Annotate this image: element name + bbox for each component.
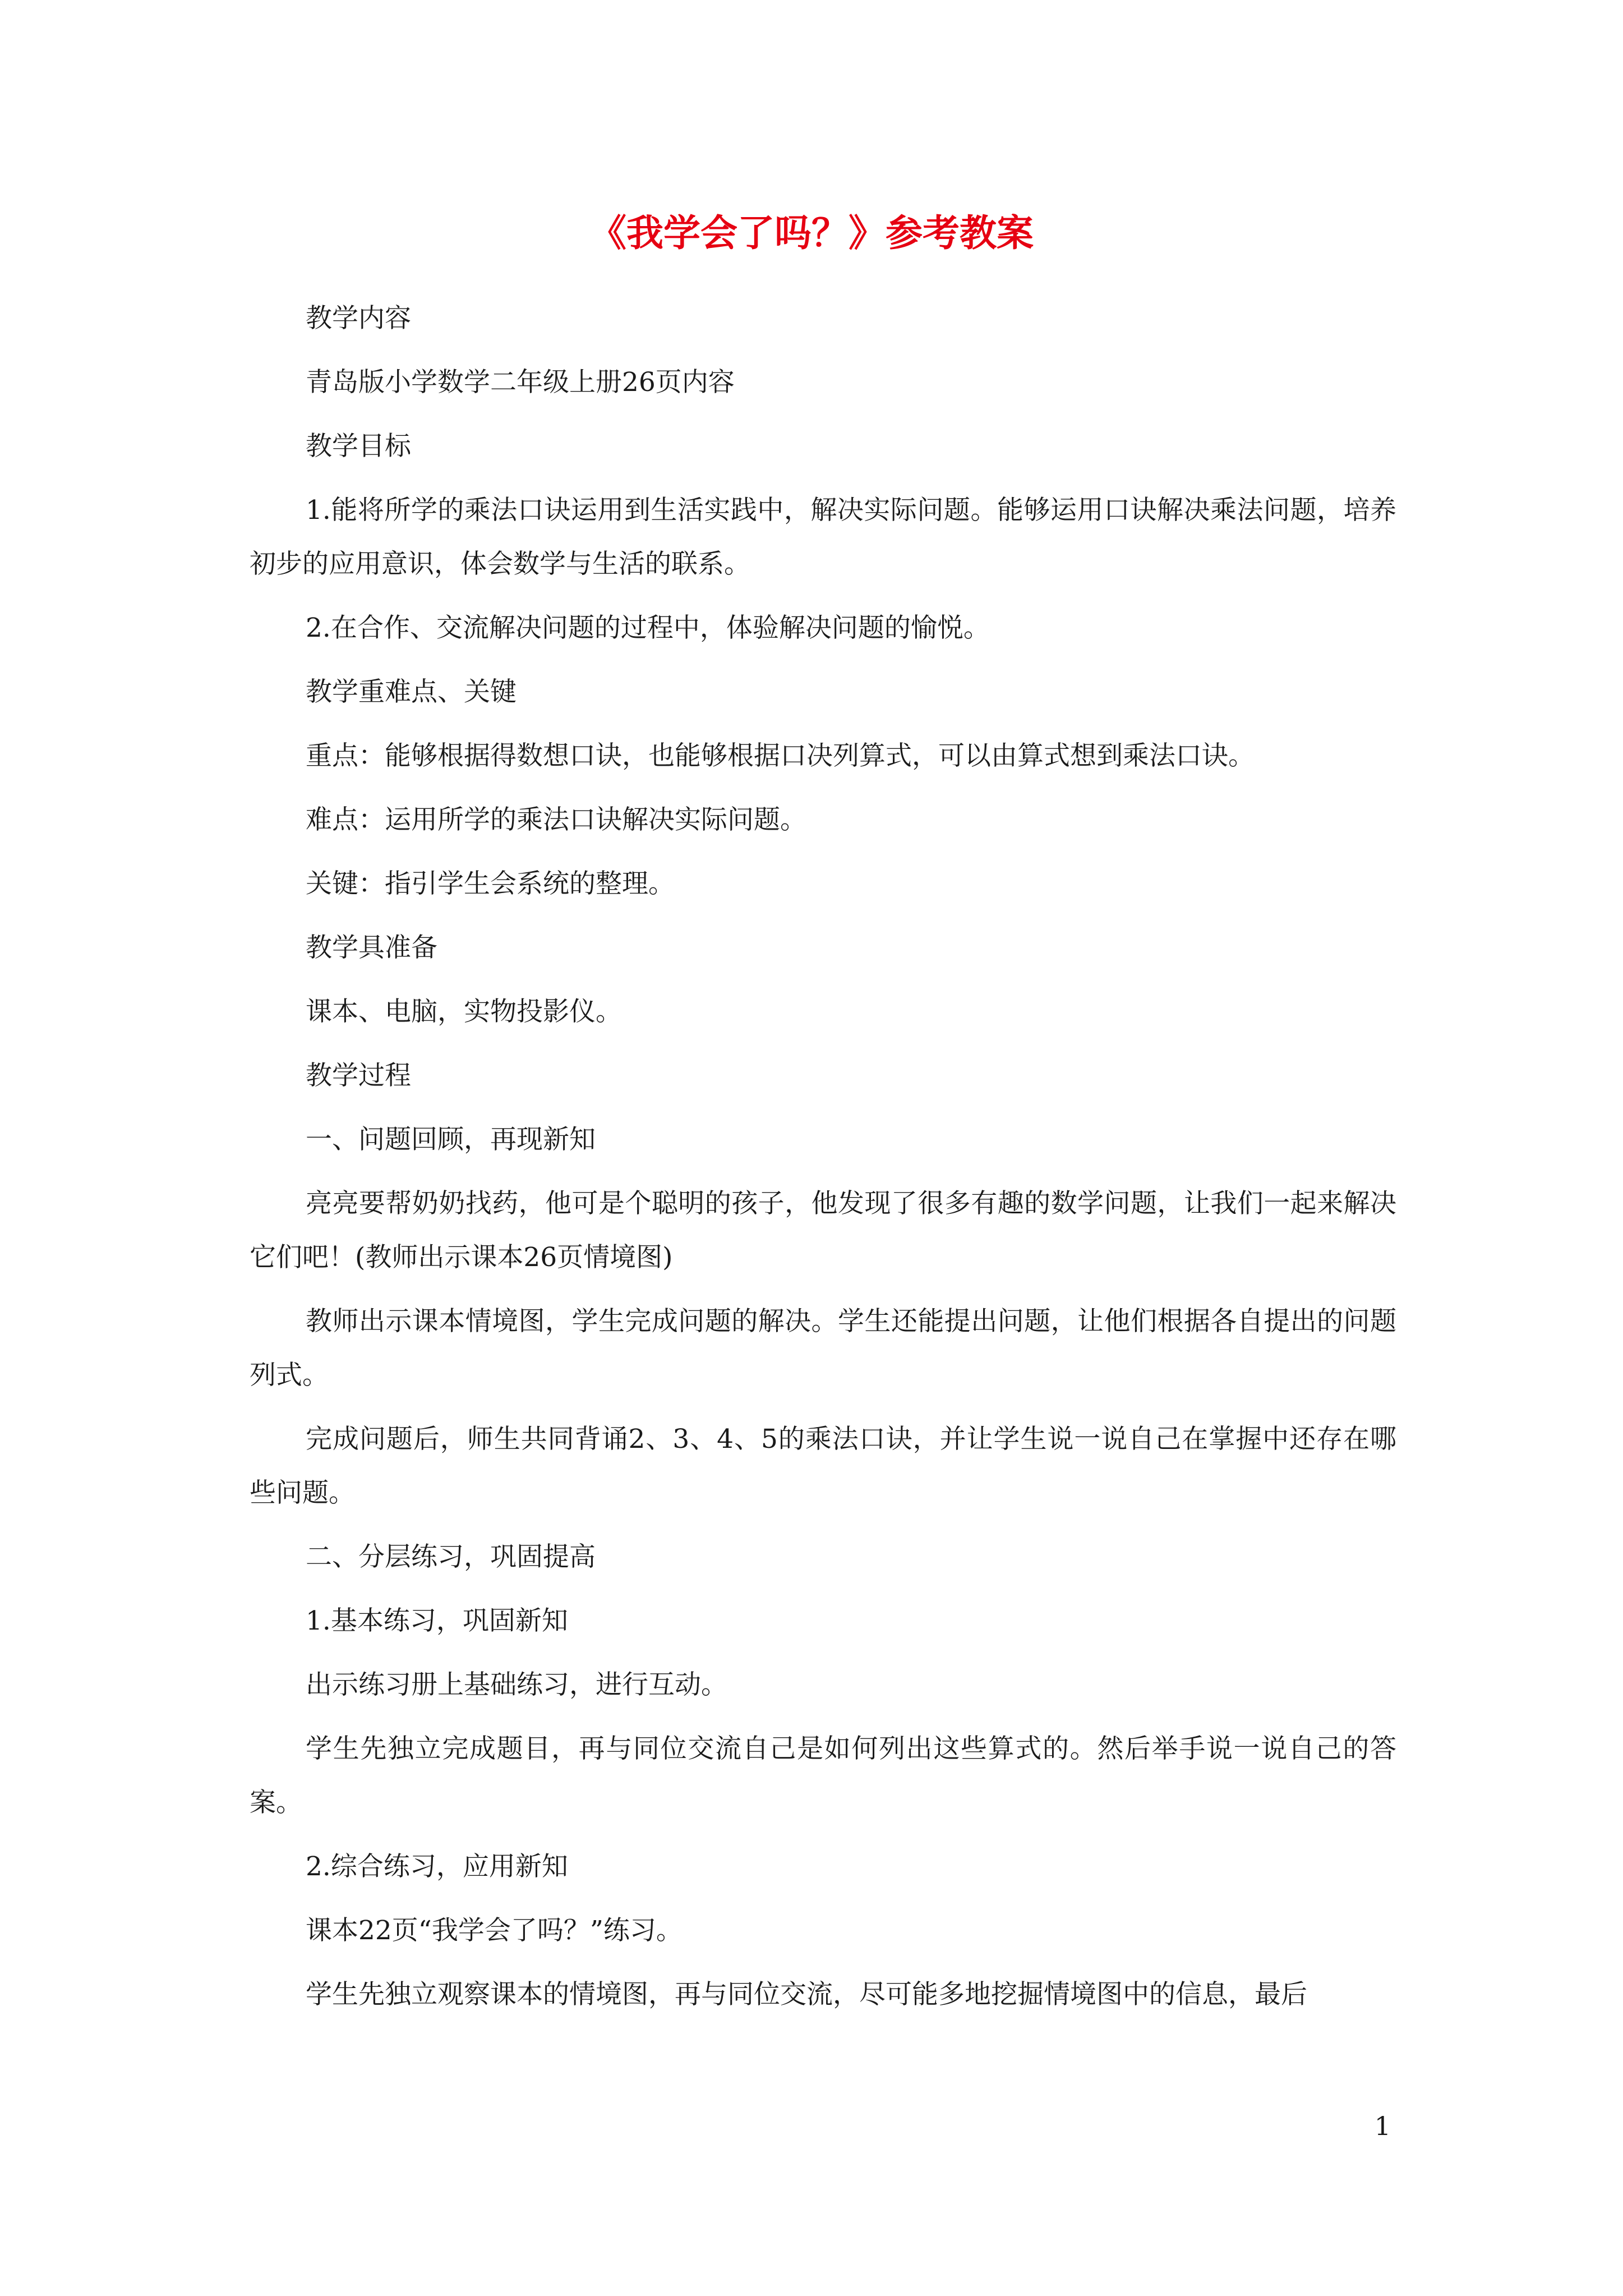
paragraph: 二、分层练习，巩固提高 [306,1542,596,1572]
paragraph: 亮亮要帮奶奶找药，他可是个聪明的孩子，他发现了很多有趣的数学问题，让我们一起来解决它们吧！(教师出示课本26页情境图) [250,1188,1396,1273]
paragraph: 教学过程 [306,1060,411,1091]
paragraph: 重点：能够根据得数想口诀，也能够根据口决列算式，可以由算式想到乘法口诀。 [306,740,1255,771]
paragraph: 学生先独立完成题目，再与同位交流自己是如何列出这些算式的。然后举手说一说自己的答案。 [250,1733,1396,1818]
paragraph: 完成问题后，师生共同背诵2、3、4、5的乘法口诀，并让学生说一说自己在掌握中还存在哪些问题。 [250,1424,1396,1508]
paragraph: 课本22页“我学会了吗？”练习。 [306,1915,683,1946]
document-body [250,292,1396,2032]
paragraph: 教学具准备 [306,932,437,963]
paragraph: 课本、电脑，实物投影仪。 [306,996,622,1027]
paragraph: 一、问题回顾，再现新知 [306,1124,596,1155]
page-title: 《我学会了吗？》参考教案 [589,211,1034,255]
paragraph: 难点：运用所学的乘法口诀解决实际问题。 [306,804,806,835]
paragraph: 出示练习册上基础练习，进行互动。 [306,1669,727,1700]
paragraph: 2.在合作、交流解决问题的过程中，体验解决问题的愉悦。 [306,613,990,643]
paragraph: 1.基本练习，巩固新知 [306,1605,568,1636]
paragraph: 关键：指引学生会系统的整理。 [306,868,675,899]
paragraph: 青岛版小学数学二年级上册26页内容 [306,367,735,398]
paragraph: 教师出示课本情境图，学生完成问题的解决。学生还能提出问题，让他们根据各自提出的问题列式。 [250,1306,1396,1391]
page-number: 1 [1374,2111,1391,2141]
paragraph: 学生先独立观察课本的情境图，再与同位交流，尽可能多地挖掘情境图中的信息，最后 [306,1979,1307,2010]
paragraph: 教学目标 [306,431,411,462]
paragraph: 教学内容 [306,303,411,334]
paragraph: 2.综合练习，应用新知 [306,1851,568,1882]
paragraph: 教学重难点、关键 [306,677,517,707]
paragraph: 1.能将所学的乘法口诀运用到生活实践中，解决实际问题。能够运用口诀解决乘法问题，培养初步的应用意识，体会数学与生活的联系。 [250,495,1396,579]
